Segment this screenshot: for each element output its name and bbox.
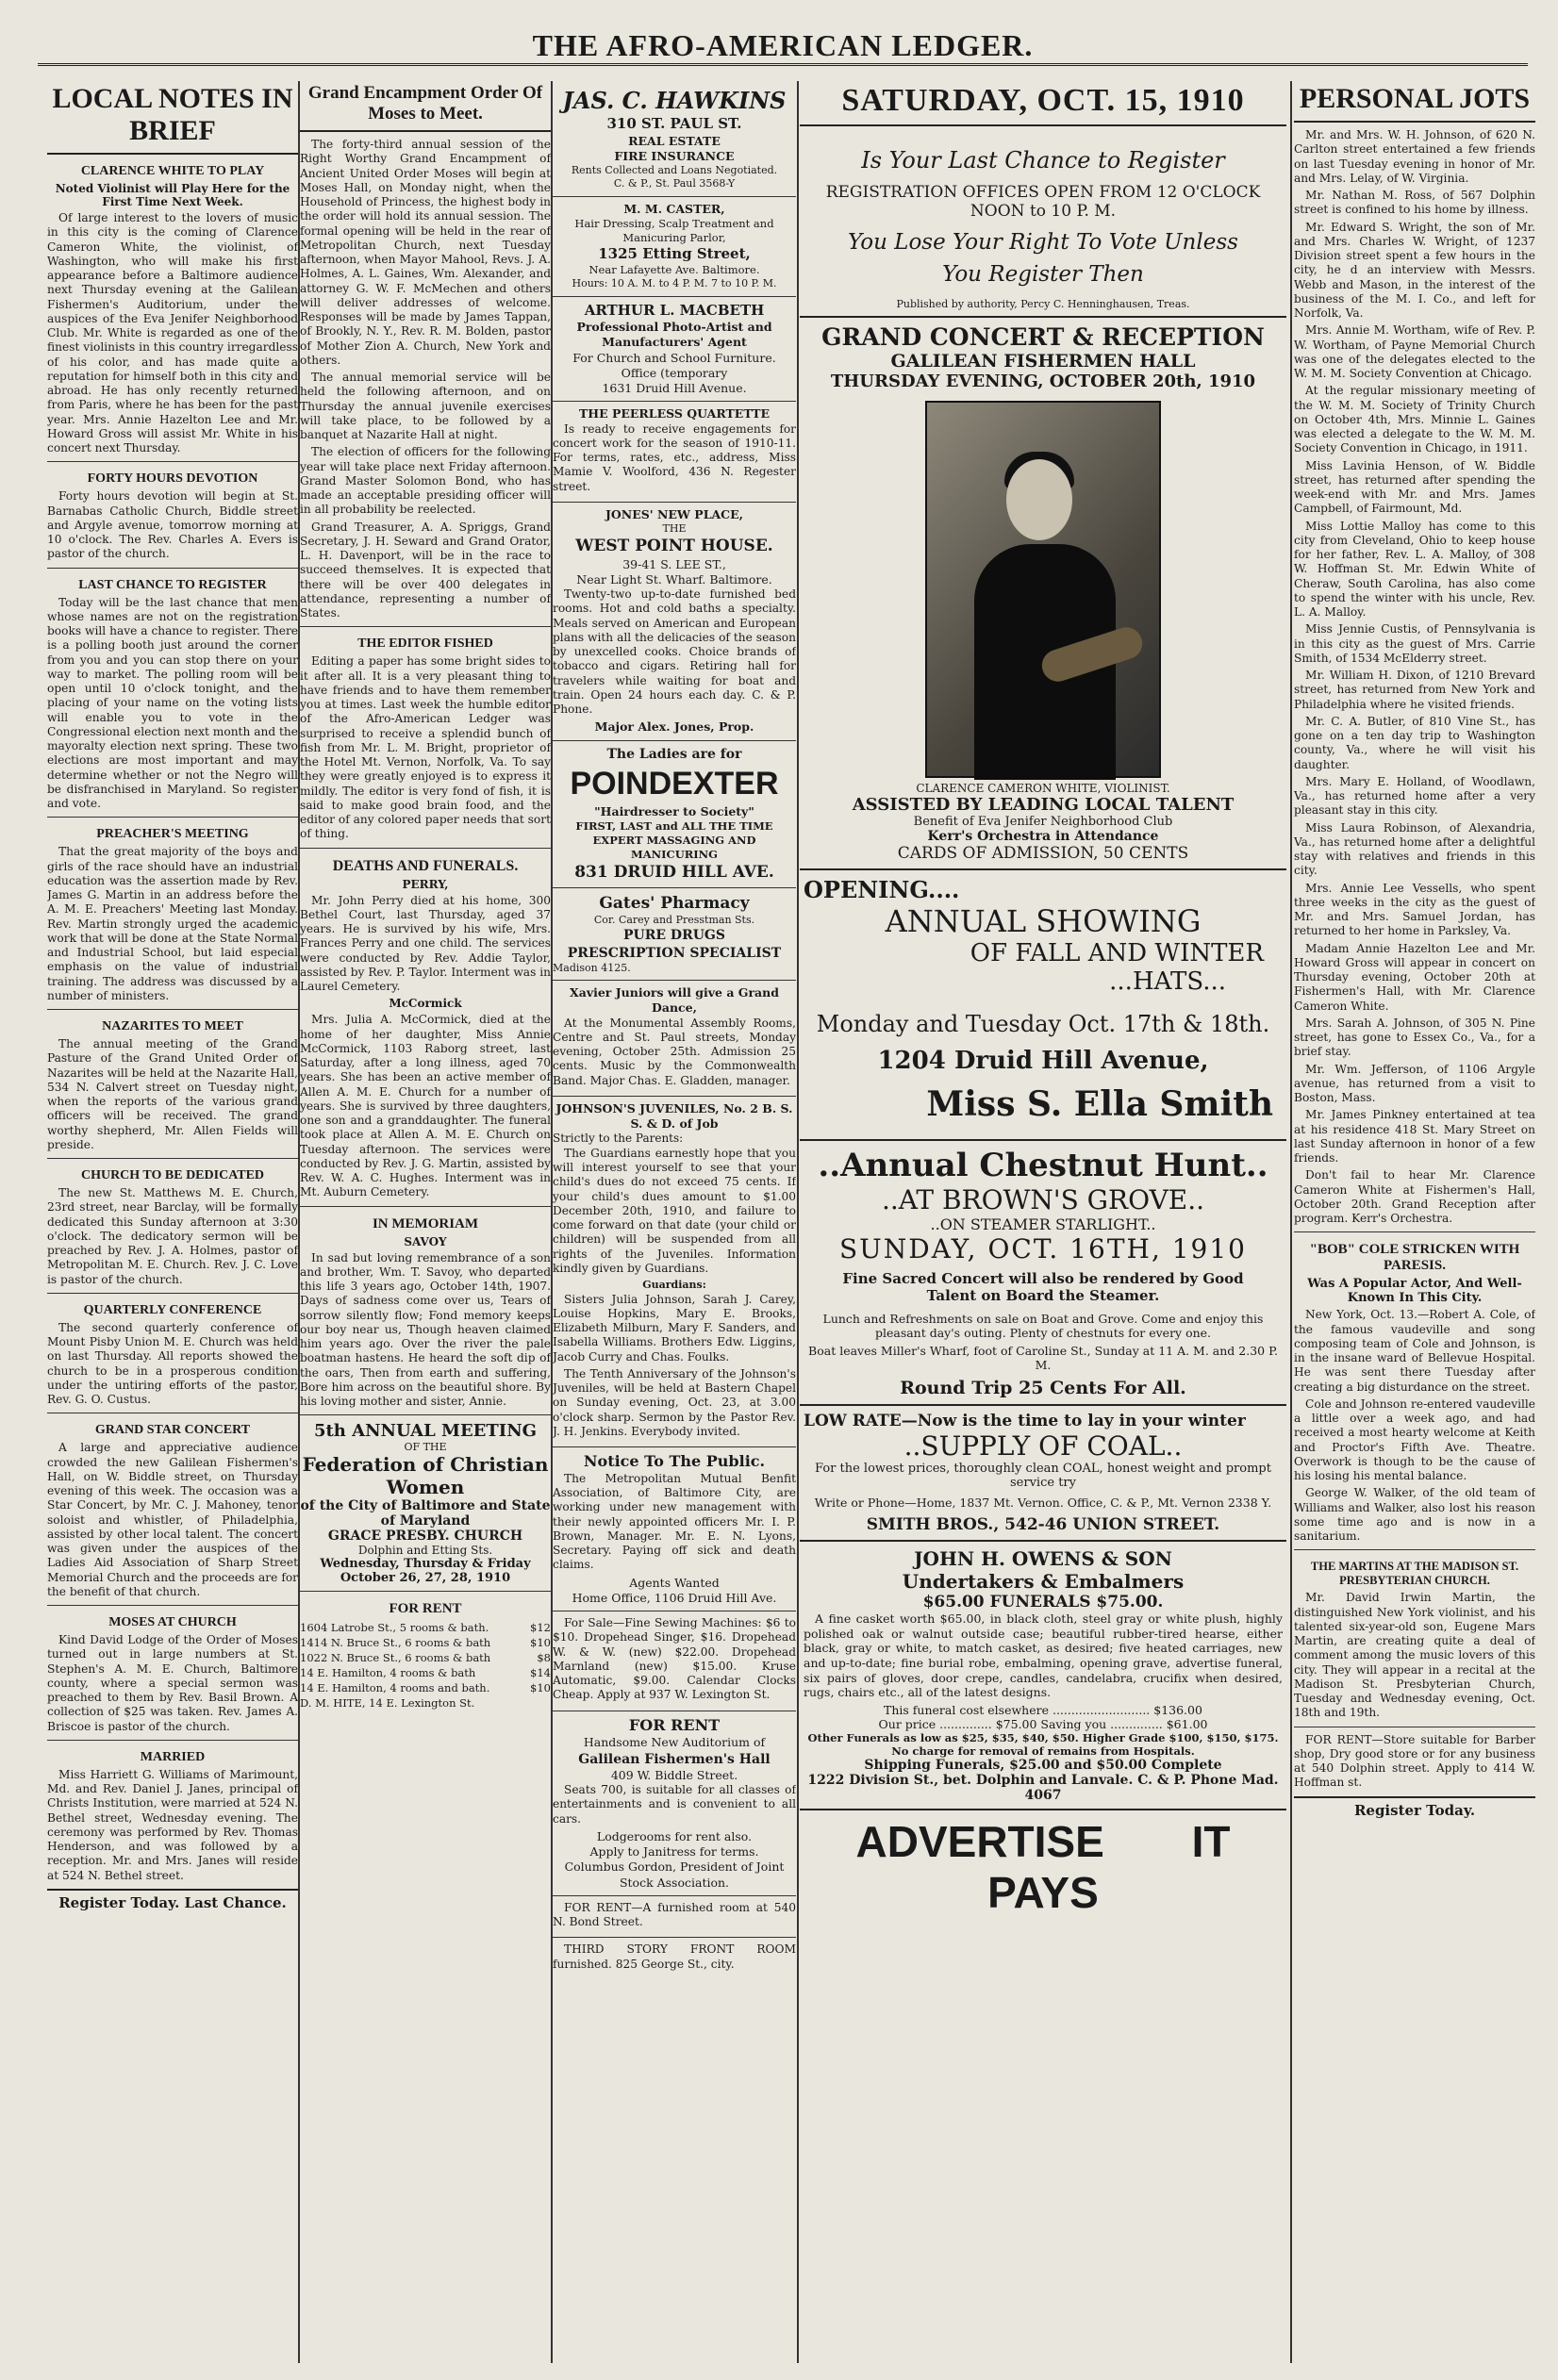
article-body: That the great majority of the boys and girls of the race should have an industrial education was the assertion made by Rev. James G. Martin in an address before the A. M. E. Preachers' Meeting last Monday. Rev. Martin strongly urged the academic work that will be done at the State Normal and Industrial School, but laid especial emphasis on the value of industrial training. The address was discussed by a number of ministers. [47, 845, 298, 1002]
mccormick-body: Mrs. Julia A. McCormick, died at the home of her daughter, Miss Annie McCormick, 1103 Raborg street, last Saturday, after a long illness, aged 70 years. She has been an active member of Allen A. M. E. Church for a number of years. She is survived by three daughters, one son and a granddaughter. The funeral took place at Allen A. M. E. Church on Tuesday afternoon. The services were conducted by Rev. J. G. Martin, assisted by Rev. W. A. C. Hughes. Interment was in Mt. Auburn Cemetery. [300, 1013, 551, 1199]
owens-undertakers-ad [800, 1542, 1286, 1810]
poindexter-line: The Ladies are for [606, 746, 742, 762]
memoriam-subhead: SAVOY [404, 1234, 447, 1248]
local-notes-articles [47, 164, 298, 1883]
auditorium-line: Apply to Janitress for terms. [589, 1844, 759, 1859]
article-body: Kind David Lodge of the Order of Moses turned out in large numbers at St. Stephen's A. M. E. Church, Baltimore county, where a special sermon was preached to them by Rev. Basil Brown. A collection of $25 was taken. Rev. James A. Briscoe is pastor of the church. [47, 1633, 298, 1733]
article-body: The new St. Matthews M. E. Church, 23rd street, near Barclay, will be formally dedicated this Sunday afternoon at 3:30 o'clock. The dedicatory sermon will be preached by Rev. J. A. Holmes, pastor of Metropolitan M. E. Church. Rev. J. C. Love is pastor of the church. [47, 1186, 298, 1286]
hawkins-line: Rents Collected and Loans Negotiated. [571, 164, 778, 177]
caster-line: Hours: 10 A. M. to 4 P. M. 7 to 10 P. M. [572, 277, 777, 290]
poindexter-ad [553, 741, 796, 889]
personal-jot: Don't fail to hear Mr. Clarence Cameron White at Fishermen's Hall, October 20th. Grand Reception after program. Kerr's Orchestra. [1294, 1168, 1535, 1225]
hawkins-line: C. & P., St. Paul 3568-Y [613, 177, 736, 190]
rent-address: 1022 N. Bruce St., 6 rooms & bath [300, 1651, 491, 1665]
furnished-room-body: FOR RENT—A furnished room at 540 N. Bond Street. [553, 1900, 796, 1929]
hats-line: ANNUAL SHOWING [885, 903, 1202, 939]
martins-body: Mr. David Irwin Martin, the distinguished New York violinist, and his talented six-year-old son, Eugene Mars Martin, are creating quite a deal of comment among the music lovers of this city. They will appear in a recital at the Madison St. Presbyterian Church, Tuesday and Wednesday evening, Oct. 18th and 19th. [1294, 1591, 1535, 1720]
local-notes-footer: Register Today. Last Chance. [47, 1889, 298, 1911]
personal-jots-items [1294, 128, 1535, 1226]
juveniles-guardians: Sisters Julia Johnson, Sarah J. Carey, Louise Hopkins, Mary E. Brooks, Elizabeth Milburn, Mary F. Sanders, and Isabella Williams. Brothers Edw. Liggins, Jacob Curry and Chas. Foulks. [553, 1292, 796, 1364]
concert-title: GRAND CONCERT & RECEPTION [821, 323, 1265, 351]
coal-company: SMITH BROS., 542-46 UNION STREET. [866, 1515, 1220, 1534]
personal-jot: Mrs. Mary E. Holland, of Woodlawn, Va., has returned home after a very pleasant stay in this city. [1294, 774, 1535, 818]
divider [47, 1605, 298, 1606]
notice-line: Home Office, 1106 Druid Hill Ave. [572, 1590, 777, 1605]
third-story-ad [553, 1938, 796, 1979]
poindexter-address: 831 DRUID HILL AVE. [574, 862, 774, 882]
article-title: QUARTERLY CONFERENCE [83, 1302, 262, 1317]
owens-line: This funeral cost elsewhere .......................... $136.00 [884, 1702, 1202, 1717]
west-point-line: 39-41 S. LEE ST., [622, 556, 726, 571]
auditorium-line: Columbus Gordon, President of Joint Stock Association. [564, 1859, 785, 1890]
perry-subhead: PERRY, [402, 877, 449, 891]
personal-jot: Mr. Edward S. Wright, the son of Mr. and Mrs. Charles W. Wright, of 1237 Division street spent a few hours in the city, he d an interview with Messrs. Webb and Mason, in the interest of the business of the M. I. Co., and left for Norfolk, Va. [1294, 220, 1535, 320]
personal-jot: Mr. Wm. Jefferson, of 1106 Argyle avenue, has returned from a visit to Boston, Mass. [1294, 1062, 1535, 1104]
perry-body: Mr. John Perry died at his home, 300 Bethel Court, last Thursday, aged 37 years. He is survived by his wife, Mrs. Frances Perry and one child. The services were conducted by Rev. Addie Taylor, assisted by Rev. P. Taylor. Interment was in Laurel Cemetery. [300, 893, 551, 993]
rent-price: $8 [537, 1651, 551, 1665]
xavier-ad [553, 981, 796, 1097]
rent-row [300, 1620, 551, 1635]
editor-fished-body: Editing a paper has some bright sides to it after all. It is a very pleasant thing to have friends and to have them remember you at times. Last week the humble editor of the Afro-American Ledger was surprised to receive a splendid bunch of fish from Mr. L. M. Bright, proprietor of the Hotel Mt. Vernon, Norfolk, Va. To say they were greatly enjoyed is to express it mildly. The editor is very fond of fish, it is said to make good brain food, and the editor of any colored paper needs that sort of thing. [300, 654, 551, 841]
rent-row [300, 1695, 551, 1711]
rent-price: $10 [530, 1636, 551, 1650]
mccormick-subhead: McCormick [389, 997, 462, 1011]
hawkins-name: JAS. C. HAWKINS [562, 87, 787, 114]
furnished-room-ad [553, 1896, 796, 1939]
concert-line: Kerr's Orchestra in Attendance [927, 829, 1159, 844]
divider [47, 1158, 298, 1159]
concert-line: ASSISTED BY LEADING LOCAL TALENT [852, 795, 1235, 815]
third-story-body: THIRD STORY FRONT ROOM furnished. 825 George St., city. [553, 1942, 796, 1971]
owens-line: Other Funerals as low as $25, $35, $40, $50. Higher Grade $100, $150, $175. [807, 1730, 1279, 1744]
registration-line: You Register Then [942, 262, 1144, 287]
divider [47, 1009, 298, 1010]
macbeth-name: ARTHUR L. MACBETH [584, 301, 765, 319]
meeting-line: Dolphin and Etting Sts. [357, 1544, 493, 1558]
west-point-line: THE [662, 522, 687, 536]
personal-jot: Mr. C. A. Butler, of 810 Vine St., has gone on a ten day trip to Washington county, Va., where he will visit his daughter. [1294, 714, 1535, 771]
rent-row [300, 1680, 551, 1695]
auditorium-line: Lodgerooms for rent also. [596, 1828, 753, 1843]
owens-line: No charge for removal of remains from Hospitals. [891, 1744, 1195, 1758]
divider [300, 1414, 551, 1415]
juveniles-anniversary: The Tenth Anniversary of the Johnson's Juveniles, will be held at Bastern Chapel on Sunday evening, Oct. 23, at 3.00 o'clock sharp. Sermon by the Pastor Rev. J. H. Jenkins. Everybody invited. [553, 1366, 796, 1438]
personal-jots-header: PERSONAL JOTS [1294, 81, 1535, 123]
juveniles-guardians-head: Guardians: [642, 1279, 706, 1292]
hawkins-ad [553, 81, 796, 197]
article-body: Of large interest to the lovers of music in this city is the coming of Clarence Cameron White, the violinist, of Washington, who will make his first appearance before a Baltimore audience next Thursday evening at the Galilean Fishermen's Auditorium, under the auspices of the Eva Jenifer Neighborhood Club. Mr. White is regarded as one of the finest violinists in this country irregardless of his color, and has made quite a reputation for himself both in this city and abroad. He has only recently returned from Paris, where he has been for the past year. Mrs. Annie Hazelton Lee and Mr. Howard Gross will assist Mr. White in his concert next Thursday. [47, 211, 298, 455]
column-rule [797, 81, 799, 2363]
ads-column [553, 81, 796, 2363]
rent-address: 14 E. Hamilton, 4 rooms and bath. [300, 1681, 490, 1695]
gates-phone: Madison 4125. [553, 961, 631, 974]
hawkins-address: 310 ST. PAUL ST. [606, 115, 742, 133]
owens-address: 1222 Division St., bet. Dolphin and Lanvale. C. & P. Phone Mad. 4067 [807, 1772, 1279, 1803]
west-point-title: WEST POINT HOUSE. [575, 537, 773, 556]
concert-ad [800, 318, 1286, 870]
column-rule [1290, 81, 1292, 2363]
editor-fished-title: THE EDITOR FISHED [357, 636, 493, 652]
caster-name: M. M. CASTER, [623, 201, 725, 216]
quartette-title: THE PEERLESS QUARTETTE [578, 406, 771, 421]
poindexter-line: EXPERT MASSAGING AND MANICURING [592, 834, 756, 862]
divider [47, 1293, 298, 1294]
hats-line: ...HATS... [1109, 967, 1226, 996]
registration-authority: Published by authority, Percy C. Henninghausen, Treas. [896, 298, 1190, 310]
west-point-line: Near Light St. Wharf. Baltimore. [576, 571, 772, 587]
divider [300, 1206, 551, 1207]
article-subhead: Noted Violinist will Play Here for the First Time Next Week. [55, 182, 290, 208]
chestnut-line: Fine Sacred Concert will also be rendered by Good Talent on Board the Steamer. [842, 1270, 1244, 1304]
moses-paragraph: Grand Treasurer, A. A. Spriggs, Grand Secretary, J. H. Seward and Grand Orator, L. H. Davenport, will be in the race to succeed themselves. It is expected that there will be over 400 delegates in attendance, representing a number of States. [300, 520, 551, 620]
caster-line: Hair Dressing, Scalp Treatment and Manicuring Parlor, [574, 217, 774, 244]
macbeth-line: For Church and School Furniture. [572, 350, 776, 365]
poindexter-line: "Hairdresser to Society" [594, 803, 754, 818]
juveniles-sub: Strictly to the Parents: [553, 1132, 684, 1146]
sewing-machine-body: For Sale—Fine Sewing Machines: $6 to $10. Dropehead Singer, $16. Dropehead W. & W. (new) $22.00. Dropehead Marnland (new) $15.00. Kruse Automatic, $9.00. Calendar Clocks Cheap. Apply at 937 W. Lexington St. [553, 1616, 796, 1702]
auditorium-line: Galilean Fishermen's Hall [578, 1751, 771, 1767]
gates-line: PRESCRIPTION SPECIALIST [567, 945, 782, 961]
meeting-line: Federation of Christian Women [302, 1453, 549, 1499]
cole-title: "BOB" COLE STRICKEN WITH PARESIS. [1309, 1242, 1520, 1274]
article-title: MOSES AT CHURCH [108, 1615, 237, 1629]
rent-price: $10 [530, 1681, 551, 1695]
hats-milliner: Miss S. Ella Smith [926, 1084, 1273, 1124]
xavier-body: At the Monumental Assembly Rooms, Centre and St. Paul streets, Monday evening, October 25th. Admission 25 cents. Music by the Commonwealth Band. Major Chas. E. Gladden, manager. [553, 1016, 796, 1087]
personal-jot: Mr. William H. Dixon, of 1210 Brevard street, has returned from New York and Philadelphia where he visited friends. [1294, 669, 1535, 711]
hats-ad [800, 870, 1286, 1141]
chestnut-hunt-ad [800, 1141, 1286, 1406]
moses-paragraph: The election of officers for the following year will take place next Friday afternoon. Grand Master Solomon Bond, who has made an acceptable presiding officer will in all probability be reelected. [300, 445, 551, 517]
cole-paragraph: New York, Oct. 13.—Robert A. Cole, of the famous vaudeville and song composing team of Cole and Johnson, is in the insane ward of Bellevue Hospital. He was sent there Tuesday after creating a big disturdance on the street. [1294, 1308, 1535, 1394]
hats-line: OF FALL AND WINTER [970, 939, 1264, 967]
violinist-photo [925, 401, 1161, 778]
auditorium-rent-title: FOR RENT [628, 1715, 721, 1734]
rent-row [300, 1635, 551, 1650]
divider [300, 848, 551, 849]
article-body: Today will be the last chance that men whose names are not on the registration books will have a chance to register. There is a polling booth just around the corner from you and you can stop there on your way to market. The polling room will be open until 10 o'clock tonight, and the placing of your name on the voting lists will enable you to vote in the Congressional election next month and the mayoralty election next spring. These two elections are most important and may determine whether or not the Negro will be disfranchised in Maryland. So register and vote. [47, 595, 298, 810]
poindexter-line: FIRST, LAST and ALL THE TIME [575, 819, 773, 834]
personal-jot: Mr. and Mrs. W. H. Johnson, of 620 N. Carlton street entertained a few friends on last Tuesday evening in honor of Mr. and Mrs. Lelay, of W. Virginia. [1294, 128, 1535, 185]
notice-title: Notice To The Public. [583, 1452, 766, 1471]
memoriam-title: IN MEMORIAM [372, 1215, 479, 1231]
rent-address: 1414 N. Bruce St., 6 rooms & bath [300, 1636, 491, 1650]
personal-jot: Mrs. Sarah A. Johnson, of 305 N. Pine street, has gone to Essex Co., Va., for a brief stay. [1294, 1016, 1535, 1059]
rent-title: FOR RENT [389, 1601, 462, 1617]
owens-line: Shipping Funerals, $25.00 and $50.00 Complete [864, 1757, 1222, 1773]
gates-line: Cor. Carey and Presstman Sts. [593, 914, 755, 927]
personal-jot: Miss Lavinia Henson, of W. Biddle street, has returned after spending the week-end with Mr. and Mrs. James Campbell, of Fairmount, Md. [1294, 458, 1535, 516]
quartette-ad [553, 402, 796, 503]
moses-paragraph: The annual memorial service will be held the following afternoon, and on Thursday the annual juvenile exercises will take place, to be followed by a banquet at Nazarite Hall at night. [300, 371, 551, 441]
article-body: The annual meeting of the Grand Pasture of the Grand United Order of Nazarites will be held at the Nazarite Hall, 534 N. Calvert street on Tuesday night, when the reports of the various grand officers will be received. The grand worthy shepherd, Mr. Allen Fields will preside. [47, 1037, 298, 1151]
gates-line: PURE DRUGS [623, 928, 725, 944]
masthead: THE AFRO-AMERICAN LEDGER. [38, 28, 1528, 66]
article-title: CHURCH TO BE DEDICATED [80, 1168, 265, 1182]
west-point-body: Twenty-two up-to-date furnished bed rooms. Hot and cold baths a specialty. Meals served on American and European plans with all the delicacies of the season by unexcelled cooks. Choice brands of tobacco and cigars. Retiring hall for travelers while waiting for boat and train. Open 24 hours each day. C. & P. Phone. [553, 587, 796, 717]
divider [47, 817, 298, 818]
personal-jot: Madam Annie Hazelton Lee and Mr. Howard Gross will appear in concert on Thursday evening, October 20th at Fishermen's Hall, with Mr. Clarence Cameron White. [1294, 941, 1535, 1013]
xavier-title: Xavier Juniors will give a Grand Dance, [570, 985, 779, 1016]
juveniles-body: The Guardians earnestly hope that you will interest yourself to see that your child's dues do not exceed 75 cents. If your child's dues amount to $1.00 December 20th, 1910, and failure to come forward on that date (your child or children) will be suspended from all rights of the Juveniles. Information kindly given by Guardians. [553, 1146, 796, 1275]
juveniles-ad [553, 1097, 796, 1447]
chestnut-title: ..Annual Chestnut Hunt.. [818, 1147, 1268, 1184]
article-title: NAZARITES TO MEET [102, 1019, 243, 1033]
divider [47, 568, 298, 569]
divider [1294, 1549, 1535, 1550]
owens-line: Undertakers & Embalmers [902, 1570, 1185, 1593]
article-body: Forty hours devotion will begin at St. Barnabas Catholic Church, Biddle street and Argyle avenue, tomorrow morning at 10 o'clock. The Rev. Charles A. Evers is pastor of the church. [47, 489, 298, 561]
moses-paragraph: The forty-third annual session of the Right Worthy Grand Encampment of Ancient United Order Moses will begin at Moses Hall, on Monday night, when the Household of Princess, the highest body in the order will hold its annual session. The formal opening will be held in the rear of Metropolitan Church, next Tuesday afternoon, when Mayor Mahool, Revs. J. A. Holmes, A. L. Gaines, Wm. Alexander, and attorney G. W. F. McMechen and others will deliver addresses of welcome. Responses will be made by James Tappan, of Brookly, N. Y., Rev. R. M. Bolden, pastor of Mother Zion A. Church, New York and others. [300, 138, 551, 367]
macbeth-line: Professional Photo-Artist and Manufacturers' Agent [576, 320, 772, 350]
auditorium-line: 409 W. Biddle Street. [610, 1767, 738, 1782]
personal-jots-column [1294, 81, 1535, 2363]
auditorium-rent-ad [553, 1711, 796, 1896]
notice-body: The Metropolitan Mutual Benfit Association, of Baltimore City, are working under new management with their newly appointed officers Mr. I. P. Brown, Manager. Mr. E. N. Lyons, Secretary. Paying off sick and death claims. [553, 1471, 796, 1572]
gates-pharmacy-ad [553, 888, 796, 981]
advertise-banner: ADVERTISE IT PAYS [855, 1816, 1231, 1917]
rent-table [300, 1620, 551, 1711]
hawkins-line: FIRE INSURANCE [614, 148, 735, 163]
cole-subhead: Was A Popular Actor, And Well-Known In This City. [1307, 1277, 1522, 1306]
meeting-line: 5th ANNUAL MEETING [313, 1421, 538, 1442]
meeting-line: October 26, 27, 28, 1910 [340, 1571, 511, 1586]
personal-jot: At the regular missionary meeting of the W. M. M. Society of Trinity Church on October 4th, Mrs. Minnie L. Gaines was elected a delegate to the W. M. M. Society Convention in Chicago, in 1911. [1294, 384, 1535, 455]
sewing-machine-ad [553, 1611, 796, 1711]
article-title: FORTY HOURS DEVOTION [87, 471, 258, 487]
registration-line: REGISTRATION OFFICES OPEN FROM 12 O'CLOCK NOON to 10 P. M. [825, 183, 1261, 221]
article-title: MARRIED [140, 1749, 206, 1764]
auditorium-line: Handsome New Auditorium of [583, 1735, 766, 1750]
chestnut-line: ..ON STEAMER STARLIGHT.. [930, 1215, 1156, 1233]
owens-name: JOHN H. OWENS & SON [914, 1547, 1172, 1570]
photo-caption: CLARENCE CAMERON WHITE, VIOLINIST. [916, 782, 1170, 795]
coal-title: ..SUPPLY OF COAL.. [903, 1430, 1183, 1462]
memoriam-body: In sad but loving remembrance of a son and brother, Wm. T. Savoy, who departed this life 3 years ago, October 14th, 1907. Days of sadness come over us, Tears of sorrow silently flow; Fond memory keeps our boy near us, Though heaven claimed him years ago. Over the river the pale boatman hastens. He heard the soft dip of the oars, Then from earth and suffering, Bore him across on the beautiful shore. By his loving mother and sister, Annie. [300, 1250, 551, 1408]
west-point-line: JONES' NEW PLACE, [605, 506, 744, 521]
meeting-line: GRACE PRESBY. CHURCH [327, 1529, 523, 1545]
moses-column [300, 81, 551, 2363]
personal-jot: Mr. Nathan M. Ross, of 567 Dolphin street is confined to his home by illness. [1294, 189, 1535, 217]
article-title: LAST CHANCE TO REGISTER [78, 577, 267, 592]
hawkins-line: REAL ESTATE [628, 133, 721, 148]
store-rent-body: FOR RENT—Store suitable for Barber shop, Dry good store or for any business at 540 Dolphin street. Apply to 414 W. Hoffman st. [1294, 1732, 1535, 1790]
hats-line: Monday and Tuesday Oct. 17th & 18th. [816, 1011, 1270, 1037]
meeting-line: Wednesday, Thursday & Friday [320, 1557, 531, 1572]
rent-row [300, 1665, 551, 1680]
divider [300, 626, 551, 627]
macbeth-ad [553, 297, 796, 403]
personal-jot: Mrs. Annie Lee Vessells, who spent three weeks in the city as the guest of Mr. and Mrs. Samuel Jordan, has returned to her home in Parksley, Va. [1294, 881, 1535, 938]
owens-line: $65.00 FUNERALS $75.00. [922, 1593, 1164, 1611]
divider [47, 461, 298, 462]
coal-line: For the lowest prices, thoroughly clean COAL, honest weight and prompt service try [815, 1462, 1271, 1490]
cole-paragraph: Cole and Johnson re-entered vaudeville a little over a week ago, and had received a most hearty welcome at Keith and Proctor's Fifth Ave. Theatre. Overwork is though to be the cause of his losing his mental balance. [1294, 1397, 1535, 1482]
rent-price [526, 1695, 551, 1711]
personal-jot: Miss Lottie Malloy has come to this city from Cleveland, Ohio to keep house for her father, Rev. L. A. Malloy, of 308 W. Hoffman St. Mr. Edwin White of Cheraw, South Carolina, has also come to spend the winter with his uncle, Rev. L. A. Malloy. [1294, 519, 1535, 619]
issue-date: SATURDAY, OCT. 15, 1910 [800, 81, 1286, 126]
notice-line: Agents Wanted [629, 1575, 720, 1590]
west-point-prop: Major Alex. Jones, Prop. [594, 719, 754, 735]
coal-ad [800, 1406, 1286, 1542]
coal-line: LOW RATE—Now is the time to lay in your winter [804, 1412, 1246, 1430]
meeting-line: of the City of Baltimore and State of Maryland [300, 1498, 551, 1529]
divider [47, 1740, 298, 1741]
personal-jots-footer: Register Today. [1294, 1796, 1535, 1819]
chestnut-line: ..AT BROWN'S GROVE.. [881, 1184, 1205, 1215]
personal-jot: Mrs. Annie M. Wortham, wife of Rev. P. W. Wortham, of Payne Memorial Church was one of the delegates elected to the W. M. M. Society Convention at Chicago. [1294, 323, 1535, 380]
rent-price: $12 [530, 1621, 551, 1635]
cole-paragraph: George W. Walker, of the old team of Williams and Walker, also lost his reason some time ago and is now in a sanitarium. [1294, 1486, 1535, 1543]
caster-ad [553, 197, 796, 297]
chestnut-line: Lunch and Refreshments on sale on Boat and Grove. Come and enjoy this pleasant day's outing. Plenty of chestnuts for every one. [822, 1312, 1264, 1340]
owens-body: A fine casket worth $65.00, in black cloth, steel gray or white plush, highly polished oak or walnut outside case; beautiful rubber-tired hearse, either black, gray or white, to match casket, as desired; five heated carriages, new and up-to-date; fine burial robe, embalming, opening grave, advertise funeral, six pairs of gloves, door crepe, candles, candelabra, crucifix when desired, rugs, chairs etc., all of the latest designs. [804, 1611, 1283, 1700]
caster-line: Near Lafayette Ave. Baltimore. [588, 263, 760, 277]
registration-line: You Lose Your Right To Vote Unless [848, 230, 1238, 255]
rent-address: D. M. HITE, 14 E. Lexington St. [300, 1696, 475, 1711]
concert-line: Benefit of Eva Jenifer Neighborhood Club [913, 815, 1173, 829]
registration-line: Is Your Last Chance to Register [861, 147, 1225, 174]
caster-line: 1325 Etting Street, [598, 244, 751, 262]
owens-line: Our price .............. $75.00 Saving you .............. $61.00 [878, 1716, 1208, 1731]
concert-date: THURSDAY EVENING, OCTOBER 20th, 1910 [830, 372, 1256, 391]
article-title: PREACHER'S MEETING [96, 827, 249, 842]
divider [1294, 1231, 1535, 1232]
quartette-body: Is ready to receive engagements for concert work for the season of 1910-11. For terms, rates, etc., address, Miss Mamie V. Woolford, 436 N. Regester street. [553, 421, 796, 493]
concert-hall: GALILEAN FISHERMEN HALL [890, 351, 1196, 372]
rent-address: 1604 Latrobe St., 5 rooms & bath. [300, 1621, 489, 1635]
moses-headline: Grand Encampment Order Of Moses to Meet. [300, 81, 551, 132]
federation-meeting-ad [300, 1421, 551, 1585]
chestnut-fare: Round Trip 25 Cents For All. [900, 1378, 1186, 1398]
hats-line: OPENING.... [804, 876, 960, 903]
registration-notice [800, 132, 1286, 318]
article-title: GRAND STAR CONCERT [94, 1423, 251, 1438]
west-point-ad [553, 503, 796, 741]
rent-address: 14 E. Hamilton, 4 rooms & bath [300, 1666, 476, 1680]
notice-ad [553, 1447, 796, 1611]
article-body: A large and appreciative audience crowded the new Galilean Fishermen's Hall, on W. Biddle street, on Thursday evening of this week. The occasion was a Star Concert, by Mr. C. J. Mahoney, tenor soloist and whistler, of Philadelphia, assisted by other local talent. The concert was given under the auspices of the Ladies Aid Association of Sharp Street Memorial Church and the proceeds are for the benefit of that church. [47, 1441, 298, 1598]
local-notes-header: LOCAL NOTES IN BRIEF [47, 81, 298, 155]
article-body: Miss Harriett G. Williams of Marimount, Md. and Rev. Daniel J. Janes, principal of Christs Institution, were married at 524 N. Bethel street, Wednesday evening. The ceremony was performed by Rev. Thomas Henderson, and was followed by a reception. Mr. and Mrs. Janes will reside at 524 N. Bethel street. [47, 1767, 298, 1882]
deaths-title: DEATHS AND FUNERALS. [332, 857, 519, 874]
article-body: The second quarterly conference of Mount Pisby Union M. E. Church was held on last Thursday. All reports showed the church to be in a prosperous condition under the untiring efforts of the pastor, Rev. G. O. Custus. [47, 1320, 298, 1406]
personal-jot: Miss Jennie Custis, of Pennsylvania is in this city as the guest of Mrs. Carrie Smith, of 1534 McElderry street. [1294, 622, 1535, 665]
concert-admission: CARDS OF ADMISSION, 50 CENTS [897, 844, 1189, 863]
article-title: CLARENCE WHITE TO PLAY [80, 164, 265, 178]
macbeth-line: 1631 Druid Hill Avenue. [602, 381, 747, 396]
advertisements-column [800, 81, 1286, 2363]
rent-row [300, 1650, 551, 1665]
meeting-line: OF THE [404, 1441, 447, 1454]
chestnut-date: SUNDAY, OCT. 16TH, 1910 [838, 1233, 1247, 1264]
personal-jot: Miss Laura Robinson, of Alexandria, Va., has returned home after a delightful stay with relatives and friends in this city. [1294, 820, 1535, 878]
local-notes-column [47, 81, 298, 2363]
rent-price: $14 [530, 1666, 551, 1680]
divider [300, 1591, 551, 1592]
personal-jot: Mr. James Pinkney entertained at tea at his residence 418 St. Mary Street on last Sunday afternoon in honor of a few friends. [1294, 1108, 1535, 1165]
macbeth-line: Office (temporary [621, 365, 728, 380]
coal-line: Write or Phone—Home, 1837 Mt. Vernon. Office, C. & P., Mt. Vernon 2338 Y. [814, 1496, 1272, 1510]
martins-title: THE MARTINS AT THE MADISON ST. PRESBYTERIAN CHURCH. [1310, 1560, 1519, 1588]
chestnut-line: Boat leaves Miller's Wharf, foot of Caroline St., Sunday at 11 A. M. and 2.30 P. M. [808, 1344, 1278, 1372]
poindexter-name: POINDEXTER [570, 765, 779, 802]
auditorium-body: Seats 700, is suitable for all classes of entertainments and is convenient to all cars. [553, 1783, 796, 1826]
hats-line: 1204 Druid Hill Avenue, [877, 1047, 1209, 1075]
juveniles-title: JOHNSON'S JUVENILES, No. 2 B. S. S. & D. of Job [555, 1100, 793, 1132]
gates-name: Gates' Pharmacy [599, 894, 750, 914]
